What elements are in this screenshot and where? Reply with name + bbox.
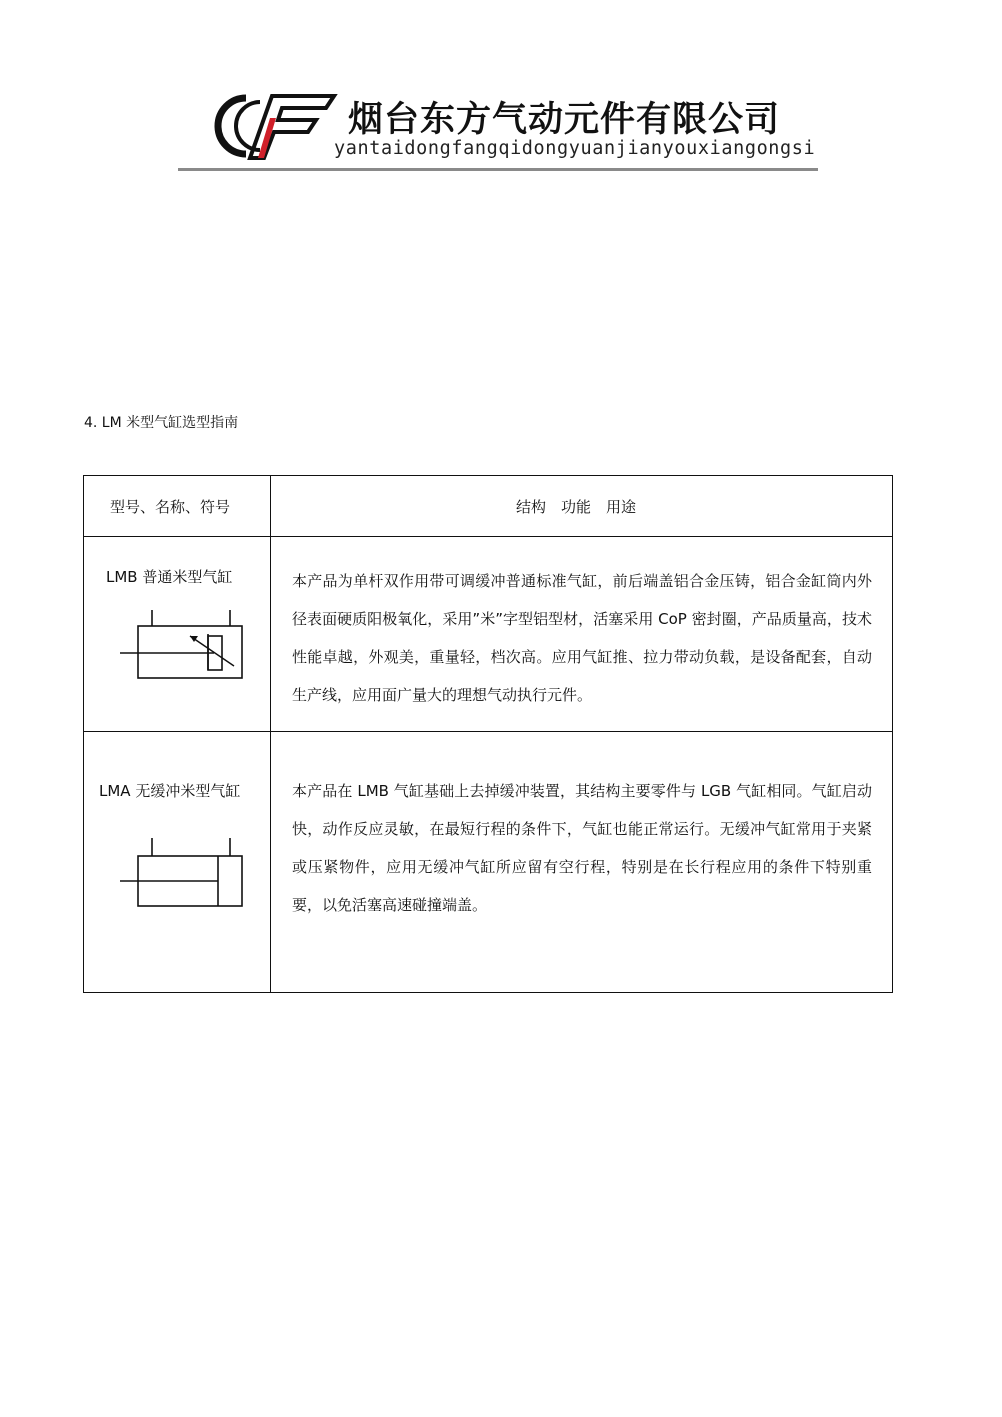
- header-row-divider: [84, 536, 892, 537]
- table-row-name: LMA 无缓冲米型气缸: [99, 782, 241, 800]
- row-divider: [84, 731, 892, 732]
- selection-guide-table: [83, 475, 893, 993]
- company-name: 烟台东方气动元件有限公司: [348, 100, 781, 140]
- column-divider: [270, 476, 271, 992]
- section-title: 4. LM 米型气缸选型指南: [84, 415, 239, 431]
- table-row-name: LMB 普通米型气缸: [106, 568, 233, 586]
- company-logo-icon: [202, 88, 338, 164]
- table-row-description: 本产品在 LMB 气缸基础上去掉缓冲装置，其结构主要零件与 LGB 气缸相同。气缸启动快，动作反应灵敏，在最短行程的条件下，气缸也能正常运行。无缓冲气缸常用于夹紧或压紧物件，应用无缓冲气缸所应留有空行程，特别是在长行程应用的条件下特别重要，以免活塞高速碰撞端盖。: [292, 782, 872, 914]
- company-pinyin: yantaidongfangqidongyuanjianyouxiangongsi: [334, 138, 816, 159]
- column-header-model: 型号、名称、符号: [110, 498, 231, 516]
- header-divider: [178, 168, 818, 171]
- page-header: [178, 88, 818, 174]
- cushioned-cylinder-symbol-icon: [118, 606, 248, 684]
- table-row-description: 本产品为单杆双作用带可调缓冲普通标准气缸，前后端盖铝合金压铸，铝合金缸筒内外径表面硬质阳极氧化，采用”米”字型铝型材，活塞采用 CoP 密封圈，产品质量高，技术性能卓越，外观美，重量轻，档次高。应用气缸推、拉力带动负载，是设备配套，自动生产线，应用面广量大的理想气动执行元件。: [292, 572, 872, 704]
- non-cushioned-cylinder-symbol-icon: [118, 832, 248, 910]
- column-header-structure: 结构 功能 用途: [516, 498, 637, 516]
